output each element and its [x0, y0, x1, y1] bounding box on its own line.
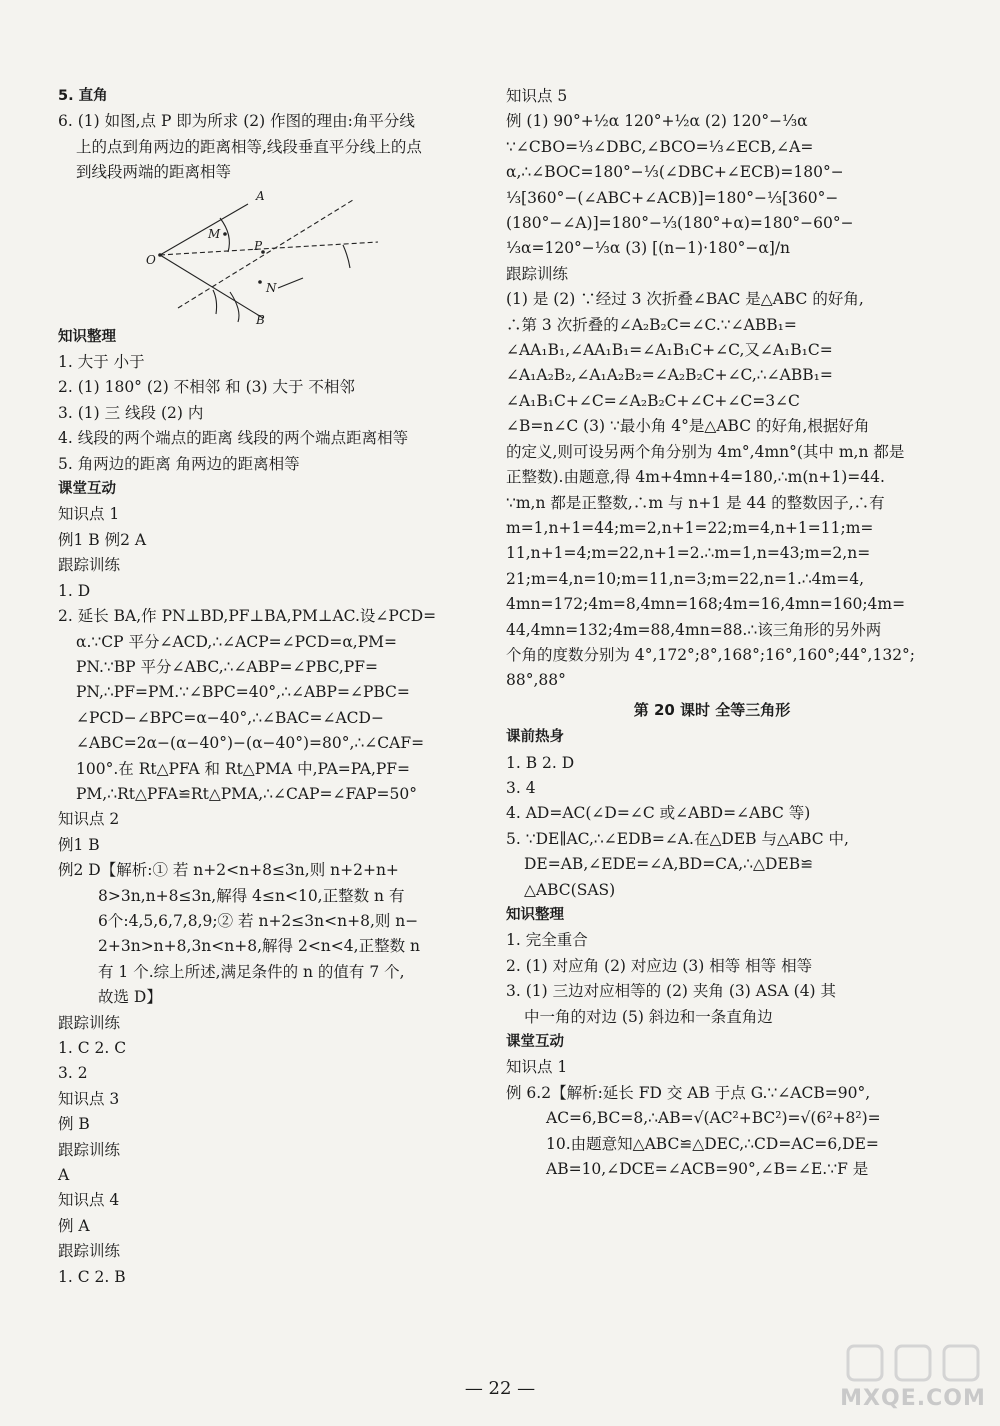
right-line: ∠B=n∠C (3) ∵最小角 4°是△ABC 的好角,根据好角 [506, 417, 870, 436]
left-line: 上的点到角两边的距离相等,线段垂直平分线上的点 [76, 137, 422, 156]
left2-line: PN,∴PF=PM.∵∠BPC=40°,∴∠ABP=∠PBC= [76, 683, 410, 702]
right-line: 44,4mn=132;4m=88,4mn=88.∴该三角形的另外两 [506, 620, 882, 639]
right-line: 例 (1) 90°+½α 120°+½α (2) 120°−⅓α [506, 112, 808, 131]
label-p: P [254, 238, 263, 253]
right2-line: 5. ∵DE∥AC,∴∠EDB=∠A.在△DEB 与△ABC 中, [506, 829, 849, 848]
left2-line: 跟踪训练 [58, 1140, 121, 1159]
left2-line: 3. 2 [58, 1064, 88, 1083]
right-column [506, 84, 918, 1182]
right-line: 11,n+1=4;m=22,n+1=2.∴m=1,n=43;m=2,n= [506, 544, 871, 563]
right-line: ⅓α=120°−⅓α (3) [(n−1)·180°−α]/n [506, 239, 791, 258]
left-line: 6. (1) 如图,点 P 即为所求 (2) 作图的理由:角平分线 [58, 112, 415, 131]
left2-line: 知识点 4 [58, 1191, 120, 1210]
right2-line: 2. (1) 对应角 (2) 对应边 (3) 相等 相等 相等 [506, 956, 813, 975]
left2-line: α.∵CP 平分∠ACD,∴∠ACP=∠PCD=α,PM= [76, 632, 398, 651]
right2-line: 中一角的对边 (5) 斜边和一条直角边 [524, 1007, 773, 1026]
left-line: 到线段两端的距离相等 [76, 163, 232, 182]
label-o: O [146, 252, 156, 267]
right2-line: 知识点 1 [506, 1058, 568, 1077]
left2-line: 2. (1) 180° (2) 不相邻 和 (3) 大于 不相邻 [58, 378, 355, 397]
right-line: (1) 是 (2) ∵经过 3 次折叠∠BAC 是△ABC 的好角, [506, 290, 864, 309]
right-line: 知识点 5 [506, 87, 568, 105]
right-line: ∴第 3 次折叠的∠A₂B₂C=∠C.∵∠ABB₁= [506, 315, 797, 334]
site-watermark [838, 1340, 988, 1420]
right-line: ∠A₁A₂B₂,∠A₁A₂B₂=∠A₂B₂C+∠C,∴∠ABB₁= [506, 366, 833, 385]
right-line: 跟踪训练 [506, 264, 569, 283]
watermark-text: MXQE.COM [840, 1386, 986, 1411]
left2-line: 例 B [58, 1115, 90, 1134]
left2-line: 2+3n>n+8,3n<n+8,解得 2<n<4,正整数 n [98, 937, 420, 956]
left2-line: 跟踪训练 [58, 556, 121, 575]
label-n: N [266, 280, 277, 295]
right-line: ∵m,n 都是正整数,∴m 与 n+1 是 44 的整数因子,∴有 [506, 493, 885, 512]
left2-line: 例1 B [58, 835, 100, 854]
left2-line: A [58, 1166, 70, 1185]
angle-bisector-diagram [138, 190, 398, 325]
left-line: 5. 直角 [58, 88, 108, 104]
right2-line: △ABC(SAS) [524, 880, 616, 899]
right-line: α,∴∠BOC=180°−⅓(∠DBC+∠ECB)=180°− [506, 163, 844, 182]
left2-line: 例 A [58, 1216, 90, 1235]
right-line: ∠A₁B₁C+∠C=∠A₂B₂C+∠C+∠C=3∠C [506, 391, 800, 410]
right-line: 的定义,则可设另两个角分别为 4m°,4mn°(其中 m,n 都是 [506, 442, 905, 461]
right-line: m=1,n+1=44;m=2,n+1=22;m=4,n+1=11;m= [506, 518, 874, 537]
right-line: 个角的度数分别为 4°,172°;8°,168°;16°,160°;44°,132°; [506, 645, 916, 664]
left2-line: ∠PCD−∠BPC=α−40°,∴∠BAC=∠ACD− [76, 708, 384, 727]
left2-line: 知识点 2 [58, 810, 120, 829]
left2-line: 知识点 1 [58, 505, 120, 524]
left2-line: 跟踪训练 [58, 1013, 121, 1032]
right-line: (180°−∠A)]=180°−⅓(180°+α)=180°−60°− [506, 214, 854, 233]
right2-line: 3. 4 [506, 778, 536, 797]
right-line: 21;m=4,n=10;m=11,n=3;m=22,n=1.∴4m=4, [506, 569, 865, 588]
left2-line: 1. 大于 小于 [58, 353, 145, 372]
page-number: — 22 — [464, 1378, 536, 1399]
right-line: ∠AA₁B₁,∠AA₁B₁=∠A₁B₁C+∠C,又∠A₁B₁C= [506, 341, 833, 360]
right2-line: 课堂互动 [506, 1034, 564, 1051]
right2-line: 4. AD=AC(∠D=∠C 或∠ABD=∠ABC 等) [506, 804, 811, 823]
label-a: A [256, 188, 265, 203]
right2-line: 1. 完全重合 [506, 931, 588, 950]
label-b: B [256, 312, 265, 327]
right2-line: 1. B 2. D [506, 753, 575, 772]
left2-line: 例2 D【解析:① 若 n+2<n+8≤3n,则 n+2+n+ [58, 861, 399, 880]
left2-line: 课堂互动 [58, 481, 116, 498]
right-line: ∵∠CBO=⅓∠DBC,∠BCO=⅓∠ECB,∠A= [506, 137, 814, 156]
left2-line: 有 1 个.综上所述,满足条件的 n 的值有 7 个, [98, 962, 405, 981]
construction-figure [138, 190, 398, 325]
label-m: M [208, 226, 221, 241]
right2-line: 知识整理 [506, 907, 564, 923]
left2-line: 知识整理 [58, 328, 116, 345]
left2-line: 8>3n,n+8≤3n,解得 4≤n<10,正整数 n 有 [98, 886, 405, 905]
left-column [58, 84, 478, 1290]
watermark-logo-icon [838, 1340, 988, 1390]
right2-line: DE=AB,∠EDE=∠A,BD=CA,∴△DEB≌ [524, 855, 814, 874]
right-line: ⅓[360°−(∠ABC+∠ACB)]=180°−⅓[360°− [506, 188, 839, 207]
right2-line: 课前热身 [506, 729, 564, 746]
left2-line: 5. 角两边的距离 角两边的距离相等 [58, 454, 300, 473]
left2-line: 1. C 2. B [58, 1267, 126, 1286]
left2-line: 2. 延长 BA,作 PN⊥BD,PF⊥BA,PM⊥AC.设∠PCD= [58, 607, 437, 626]
right2-line: 3. (1) 三边对应相等的 (2) 夹角 (3) ASA (4) 其 [506, 982, 837, 1001]
left2-line: 1. C 2. C [58, 1039, 127, 1057]
right-line: 88°,88° [506, 671, 566, 690]
left2-line: PM,∴Rt△PFA≌Rt△PMA,∴∠CAP=∠FAP=50° [76, 784, 417, 803]
right2-line: 10.由题意知△ABC≌△DEC,∴CD=AC=6,DE= [546, 1134, 879, 1153]
right2-line: 例 6.2【解析:延长 FD 交 AB 于点 G.∵∠ACB=90°, [506, 1083, 871, 1102]
left2-line: 100°.在 Rt△PFA 和 Rt△PMA 中,PA=PA,PF= [76, 759, 411, 778]
left2-line: PN.∵BP 平分∠ABC,∴∠ABP=∠PBC,PF= [76, 657, 378, 676]
right-line: 正整数).由题意,得 4m+4mn+4=180,∴m(n+1)=44. [506, 468, 885, 487]
right2-line: AB=10,∠DCE=∠ACB=90°,∠B=∠E.∵F 是 [546, 1160, 869, 1179]
section-title: 第 20 课时 全等三角形 [633, 700, 791, 719]
left2-line: 6个:4,5,6,7,8,9;② 若 n+2≤3n<n+8,则 n− [98, 911, 419, 930]
left2-line: 知识点 3 [58, 1089, 120, 1108]
right-line: 4mn=172;4m=8,4mn=168;4m=16,4mn=160;4m= [506, 595, 906, 614]
left2-line: 跟踪训练 [58, 1242, 121, 1261]
right2-line: AC=6,BC=8,∴AB=√(AC²+BC²)=√(6²+8²)= [546, 1109, 881, 1128]
left2-line: ∠ABC=2α−(α−40°)−(α−40°)=80°,∴∠CAF= [76, 734, 425, 753]
left2-line: 故选 D】 [98, 988, 162, 1007]
left2-line: 1. D [58, 581, 91, 600]
left2-line: 例1 B 例2 A [58, 530, 147, 549]
left2-line: 3. (1) 三 线段 (2) 内 [58, 403, 204, 422]
left2-line: 4. 线段的两个端点的距离 线段的两个端点距离相等 [58, 429, 409, 448]
